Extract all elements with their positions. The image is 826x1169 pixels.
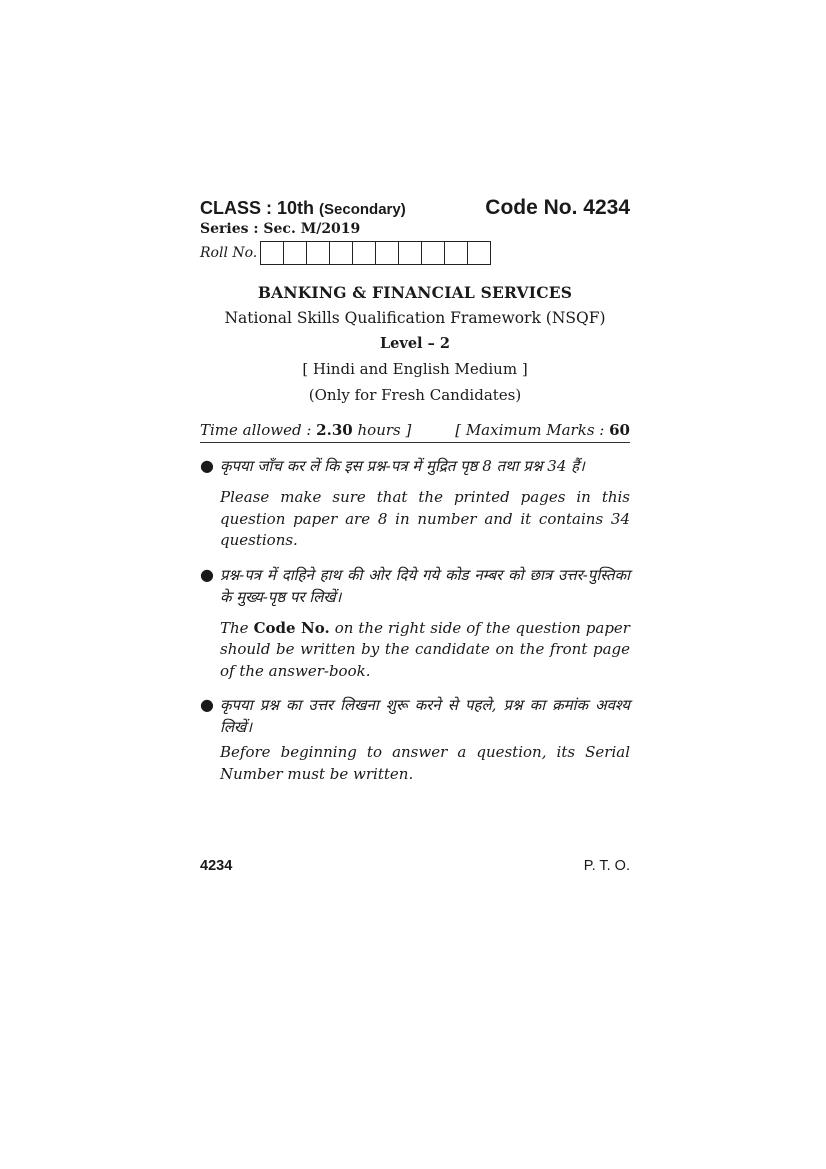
level-label: Level – 2 (379, 335, 450, 352)
instruction-hindi: प्रश्न-पत्र में दाहिने हाथ की ओर दिये गये कोड नम्बर को छात्र उत्तर-पुस्तिका के मुख्य-पृष्ठ पर लिखें। (220, 565, 630, 606)
time-marks-row (200, 421, 630, 443)
page-footer (200, 858, 630, 874)
medium-label: [ Hindi and English Medium ] (302, 360, 528, 378)
code-number: Code No. 4234 (485, 196, 630, 219)
instruction-english: Before beginning to answer a question, its Serial Number must be written. (220, 743, 630, 783)
instruction-item (200, 455, 630, 477)
instruction-item (200, 564, 630, 608)
subject-title: BANKING & FINANCIAL SERVICES (257, 283, 573, 302)
roll-box[interactable] (283, 241, 307, 265)
roll-box[interactable] (306, 241, 330, 265)
framework-title: National Skills Qualification Framework (NSQF) (224, 309, 606, 327)
time-allowed: Time allowed : 2.30 hours ] (200, 421, 412, 439)
roll-box[interactable] (352, 241, 376, 265)
bullet-icon: ● (200, 456, 214, 475)
pto-label: P. T. O. (583, 858, 630, 874)
class-subtitle: (Secondary) (319, 201, 406, 218)
roll-box[interactable] (375, 241, 399, 265)
bullet-icon: ● (200, 695, 214, 714)
instruction-hindi: कृपया जाँच कर लें कि इस प्रश्न-पत्र में मुद्रित पृष्ठ 8 तथा प्रश्न 34 हैं। (220, 457, 585, 475)
series-label: Series : Sec. M/2019 (200, 221, 361, 237)
instruction-item (200, 694, 630, 738)
roll-box[interactable] (444, 241, 468, 265)
instruction-hindi: कृपया प्रश्न का उत्तर लिखना शुरू करने से पहले, प्रश्न का क्रमांक अवश्य लिखें। (220, 696, 630, 736)
roll-box[interactable] (398, 241, 422, 265)
question-paper-cover (200, 196, 630, 785)
candidates-label: (Only for Fresh Candidates) (308, 386, 522, 404)
roll-box[interactable] (421, 241, 445, 265)
class-label (200, 198, 406, 219)
roll-box[interactable] (260, 241, 284, 265)
instruction-english: The Code No. on the right side of the question paper should be written by the candidate on the front page of the answer-book. (220, 618, 630, 680)
roll-box[interactable] (467, 241, 491, 265)
footer-code: 4234 (200, 858, 233, 874)
roll-label: Roll No. (200, 245, 258, 261)
header-row (200, 196, 630, 220)
roll-box[interactable] (329, 241, 353, 265)
class-text: CLASS : 10th (200, 198, 315, 218)
roll-number-boxes[interactable] (261, 241, 491, 265)
instruction-english: Please make sure that the printed pages in this question paper are 8 in number and it contains 34 questions. (220, 488, 630, 549)
maximum-marks: [ Maximum Marks : 60 (455, 421, 630, 439)
roll-number-row (200, 241, 630, 265)
bullet-icon: ● (200, 564, 214, 584)
